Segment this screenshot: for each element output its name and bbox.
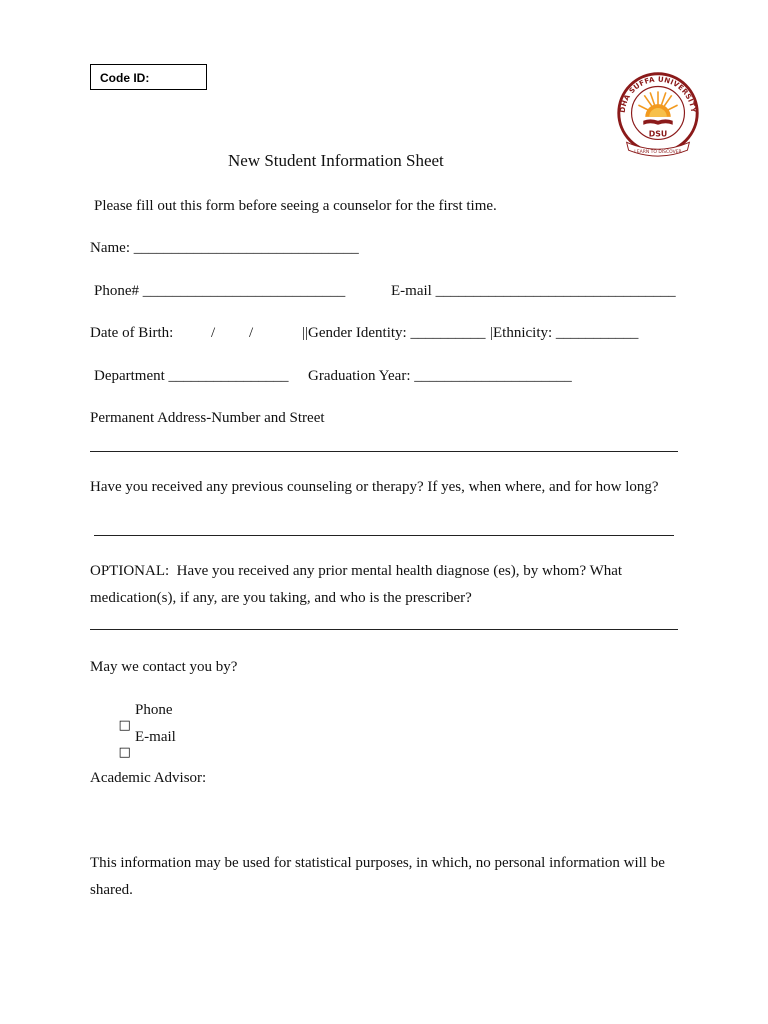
svg-text:LEARN TO DISCOVER: LEARN TO DISCOVER: [634, 150, 682, 156]
department-field[interactable]: Department ________________: [94, 368, 289, 384]
optional-question: medication(s), if any, are you taking, and who is the prescriber?: [90, 590, 472, 606]
checkbox-icon[interactable]: □: [118, 745, 131, 760]
address-label: Permanent Address-Number and Street: [90, 410, 325, 426]
gender-identity-field[interactable]: ||Gender Identity: __________: [302, 325, 486, 341]
contact-option-email: E-mail: [135, 729, 176, 745]
university-logo: [608, 62, 708, 160]
footer-note: shared.: [90, 882, 133, 898]
phone-checkbox[interactable]: [111, 703, 131, 733]
academic-advisor-label: Academic Advisor:: [90, 770, 207, 786]
counseling-answer-line[interactable]: [94, 535, 674, 536]
ethnicity-field[interactable]: |Ethnicity: ___________: [490, 325, 639, 341]
optional-question: OPTIONAL: Have you received any prior mental health diagnose (es), by whom? What: [90, 563, 623, 579]
book-icon: [643, 119, 672, 124]
dob-separator: /: [249, 325, 254, 341]
contact-prompt: May we contact you by?: [90, 659, 238, 675]
optional-answer-line[interactable]: [90, 629, 678, 630]
phone-field[interactable]: Phone# ___________________________: [94, 283, 346, 299]
email-checkbox[interactable]: [111, 730, 131, 760]
instruction-text: Please fill out this form before seeing a counselor for the first time.: [94, 198, 497, 214]
email-field[interactable]: E-mail ________________________________: [391, 283, 676, 299]
dob-label: Date of Birth:: [90, 325, 174, 341]
graduation-year-field[interactable]: Graduation Year: _____________________: [308, 368, 572, 384]
page-title: New Student Information Sheet: [228, 151, 444, 170]
code-id-box[interactable]: [90, 64, 207, 90]
footer-note: This information may be used for statistical purposes, in which, no personal information will be: [90, 855, 665, 871]
svg-text:DSU: DSU: [648, 129, 668, 139]
dob-separator: /: [211, 325, 216, 341]
checkbox-icon[interactable]: □: [118, 718, 131, 733]
name-field[interactable]: Name: ______________________________: [90, 240, 359, 256]
address-line[interactable]: [90, 451, 678, 452]
contact-option-phone: Phone: [135, 702, 173, 718]
svg-text:DHA SUFFA UNIVERSITY: DHA SUFFA UNIVERSITY: [617, 74, 699, 114]
counseling-question: Have you received any previous counseling or therapy? If yes, when where, and for how long?: [90, 479, 659, 495]
code-id-label: Code ID:: [100, 71, 150, 85]
